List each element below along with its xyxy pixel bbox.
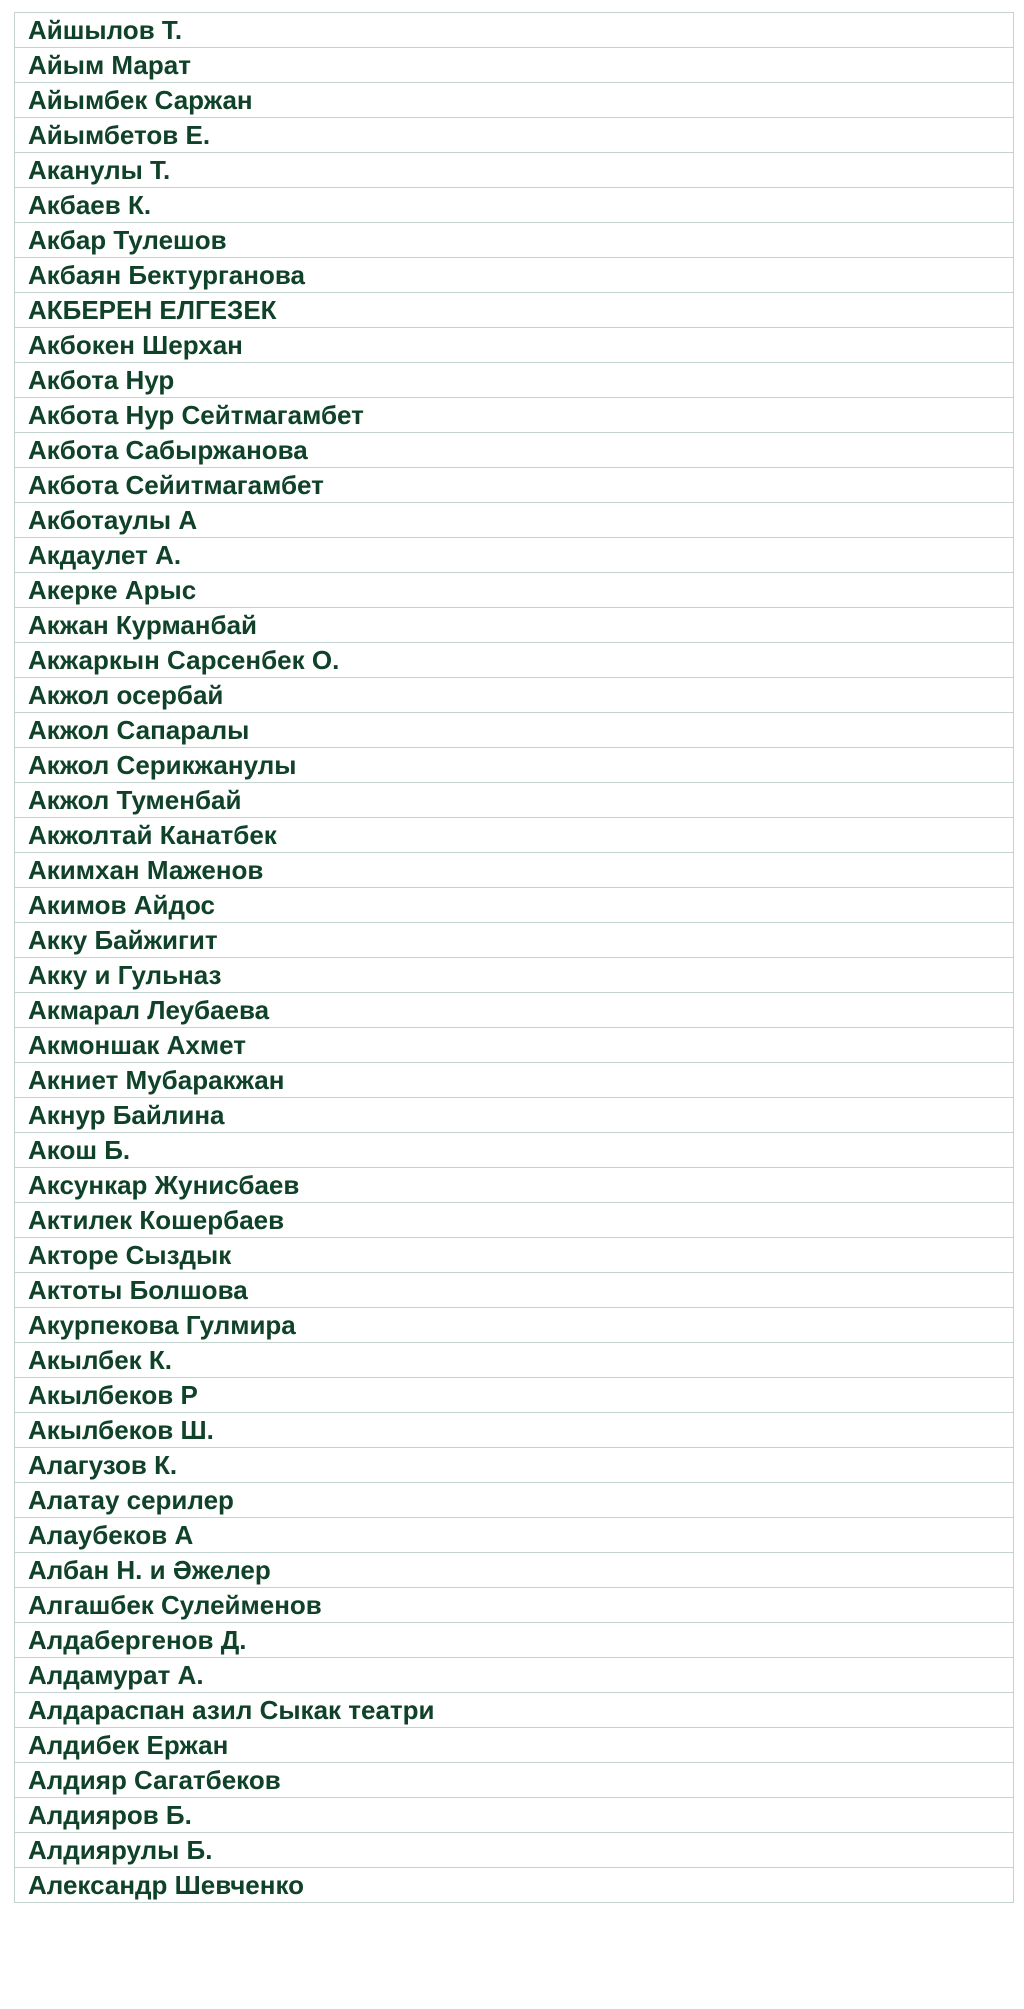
table-row [15,538,1014,573]
name-cell: Айым Марат [15,48,1014,83]
table-row [15,13,1014,48]
table-row [15,993,1014,1028]
table-row [15,293,1014,328]
name-cell: Алатау серилер [15,1483,1014,1518]
name-cell: Алаубеков А [15,1518,1014,1553]
name-cell: Александр Шевченко [15,1868,1014,1903]
name-cell: Акерке Арыс [15,573,1014,608]
table-row [15,1448,1014,1483]
name-cell: Акжолтай Канатбек [15,818,1014,853]
name-cell: Акку и Гульназ [15,958,1014,993]
table-row [15,1413,1014,1448]
name-cell: Акбаев К. [15,188,1014,223]
table-row [15,1658,1014,1693]
name-cell: Алагузов К. [15,1448,1014,1483]
table-row [15,573,1014,608]
name-cell: Акжан Курманбай [15,608,1014,643]
table-row [15,1693,1014,1728]
table-row [15,608,1014,643]
table-row [15,1483,1014,1518]
name-list-body [15,13,1014,1903]
name-cell: Айымбек Саржан [15,83,1014,118]
name-cell: Акбота Сабыржанова [15,433,1014,468]
name-cell: Алдараспан азил Сыкак театри [15,1693,1014,1728]
table-row [15,1098,1014,1133]
name-cell: Актоты Болшова [15,1273,1014,1308]
name-cell: Акжаркын Сарсенбек О. [15,643,1014,678]
table-row [15,1833,1014,1868]
table-row [15,153,1014,188]
name-cell: Аксункар Жунисбаев [15,1168,1014,1203]
table-row [15,1168,1014,1203]
name-cell: Акимов Айдос [15,888,1014,923]
name-cell: Акботаулы А [15,503,1014,538]
name-cell: Акбар Тулешов [15,223,1014,258]
table-row [15,48,1014,83]
name-cell: Алгашбек Сулейменов [15,1588,1014,1623]
table-row [15,923,1014,958]
name-list-table [14,12,1014,1903]
table-row [15,1588,1014,1623]
table-row [15,1343,1014,1378]
name-cell: Акниет Мубаракжан [15,1063,1014,1098]
table-row [15,958,1014,993]
name-cell: Акылбеков Р [15,1378,1014,1413]
table-row [15,258,1014,293]
table-row [15,1728,1014,1763]
name-cell: Албан Н. и Әжелер [15,1553,1014,1588]
name-cell: Актилек Кошербаев [15,1203,1014,1238]
table-row [15,223,1014,258]
name-cell: Акжол Туменбай [15,783,1014,818]
name-cell: Акмарал Леубаева [15,993,1014,1028]
table-row [15,818,1014,853]
table-row [15,1553,1014,1588]
table-row [15,433,1014,468]
table-row [15,748,1014,783]
name-cell: Акылбеков Ш. [15,1413,1014,1448]
table-row [15,328,1014,363]
table-row [15,1133,1014,1168]
table-row [15,1028,1014,1063]
table-row [15,1273,1014,1308]
name-cell: Алдияров Б. [15,1798,1014,1833]
table-row [15,1868,1014,1903]
table-row [15,853,1014,888]
name-cell: Акбота Нур Сейтмагамбет [15,398,1014,433]
name-cell: Акбота Сейитмагамбет [15,468,1014,503]
name-cell: АКБЕРЕН ЕЛГЕЗЕК [15,293,1014,328]
table-row [15,713,1014,748]
name-cell: Акторе Сыздык [15,1238,1014,1273]
name-cell: Аканулы Т. [15,153,1014,188]
name-cell: Акылбек К. [15,1343,1014,1378]
name-cell: Акбота Нур [15,363,1014,398]
name-cell: Акдаулет А. [15,538,1014,573]
name-cell: Алдабергенов Д. [15,1623,1014,1658]
name-cell: Алдиярулы Б. [15,1833,1014,1868]
table-row [15,1623,1014,1658]
table-row [15,1763,1014,1798]
table-row [15,1378,1014,1413]
name-cell: Акжол Серикжанулы [15,748,1014,783]
name-cell: Алдияр Сагатбеков [15,1763,1014,1798]
table-row [15,83,1014,118]
name-cell: Алдибек Ержан [15,1728,1014,1763]
table-row [15,1238,1014,1273]
name-cell: Акку Байжигит [15,923,1014,958]
name-cell: Акбокен Шерхан [15,328,1014,363]
table-row [15,118,1014,153]
table-row [15,468,1014,503]
name-cell: Акош Б. [15,1133,1014,1168]
table-row [15,363,1014,398]
name-cell: Алдамурат А. [15,1658,1014,1693]
name-cell: Акнур Байлина [15,1098,1014,1133]
name-cell: Акмоншак Ахмет [15,1028,1014,1063]
name-cell: Акимхан Маженов [15,853,1014,888]
name-cell: Айымбетов Е. [15,118,1014,153]
table-row [15,678,1014,713]
table-row [15,503,1014,538]
table-row [15,888,1014,923]
table-row [15,1518,1014,1553]
name-cell: Акжол Сапаралы [15,713,1014,748]
name-cell: Акурпекова Гулмира [15,1308,1014,1343]
table-row [15,643,1014,678]
name-cell: Акбаян Бектурганова [15,258,1014,293]
table-row [15,783,1014,818]
table-row [15,1798,1014,1833]
table-row [15,398,1014,433]
table-row [15,188,1014,223]
table-row [15,1308,1014,1343]
table-row [15,1063,1014,1098]
name-cell: Акжол осербай [15,678,1014,713]
name-cell: Айшылов Т. [15,13,1014,48]
table-row [15,1203,1014,1238]
